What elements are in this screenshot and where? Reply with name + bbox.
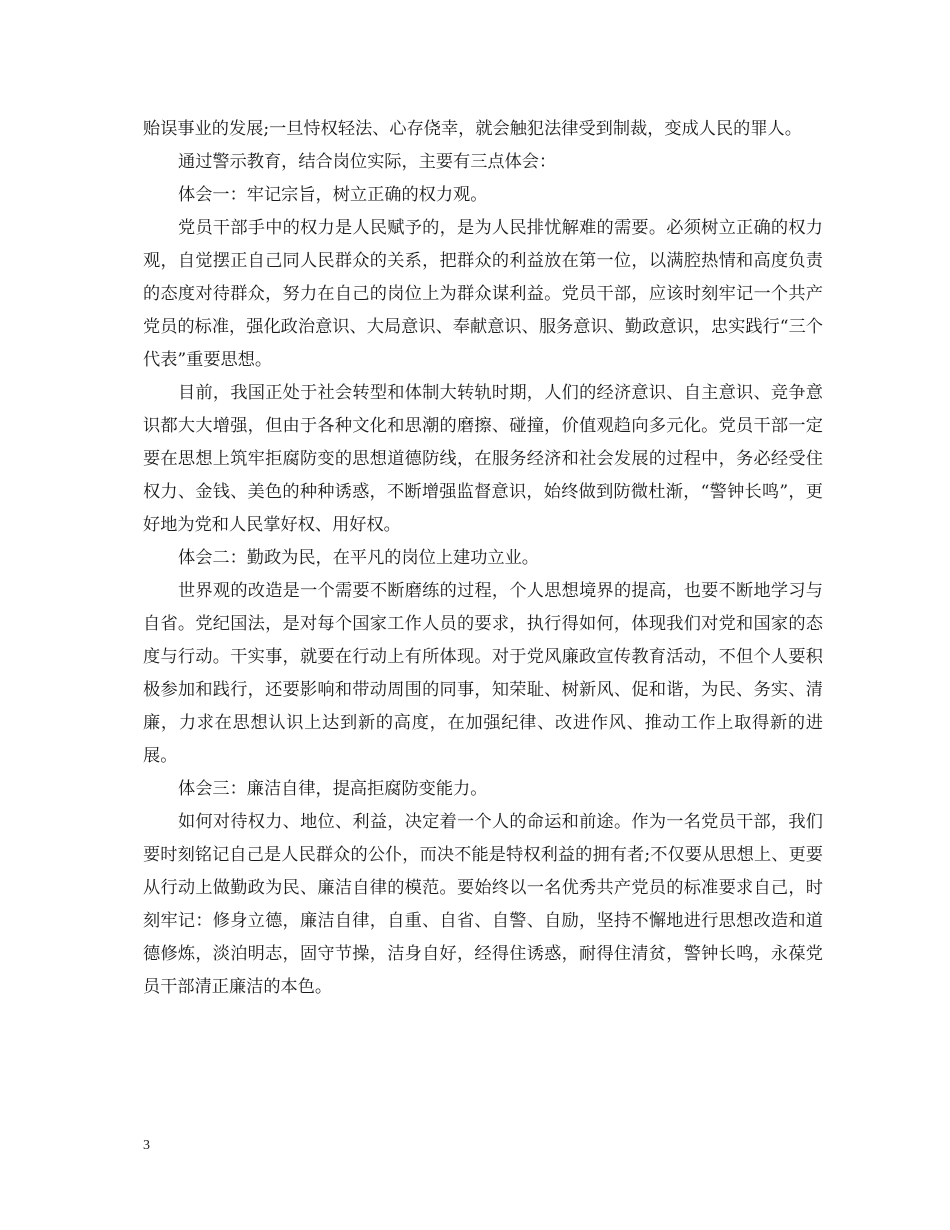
section-heading-2: 体会二：勤政为民，在平凡的岗位上建功立业。 xyxy=(178,548,539,568)
paragraph-1: 通过警示教育，结合岗位实际，主要有三点体会： xyxy=(178,152,557,172)
document-body xyxy=(143,113,823,1004)
section-heading-3: 体会三：廉洁自律，提高拒腐防变能力。 xyxy=(178,779,488,799)
paragraph-0: 贻误事业的发展;一旦恃权轻法、心存侥幸，就会触犯法律受到制裁，变成人民的罪人。 xyxy=(143,119,802,139)
paragraph-6: 世界观的改造是一个需要不断磨练的过程，个人思想境界的提高，也要不断地学习与自省。党纪国法，是对每个国家工作人员的要求，执行得如何，体现我们对党和国家的态度与行动。干实事，就要在行动上有所体现。对于党风廉政宣传教育活动，不但个人要积极参加和践行，还要影响和带动周围的同事，知荣耻、树新风、促和谐，为民、务实、清廉，力求在思想认识上达到新的高度，在加强纪律、改进作风、推动工作上取得新的进展。 xyxy=(143,581,823,766)
paragraph-4: 目前，我国正处于社会转型和体制大转轨时期，人们的经济意识、自主意识、竞争意识都大大增强，但由于各种文化和思潮的磨擦、碰撞，价值观趋向多元化。党员干部一定要在思想上筑牢拒腐防变的思想道德防线，在服务经济和社会发展的过程中，务必经受住权力、金钱、美色的种种诱惑，不断增强监督意识，始终做到防微杜渐，“警钟长鸣”，更好地为党和人民掌好权、用好权。 xyxy=(143,383,823,535)
paragraph-8: 如何对待权力、地位、利益，决定着一个人的命运和前途。作为一名党员干部，我们要时刻铭记自己是人民群众的公仆，而决不能是特权利益的拥有者;不仅要从思想上、更要从行动上做勤政为民、廉洁自律的模范。要始终以一名优秀共产党员的标准要求自己，时刻牢记：修身立德，廉洁自律，自重、自省、自警、自励，坚持不懈地进行思想改造和道德修炼，淡泊明志，固守节操，洁身自好，经得住诱惑，耐得住清贫，警钟长鸣，永葆党员干部清正廉洁的本色。 xyxy=(143,812,823,997)
section-heading-1: 体会一：牢记宗旨，树立正确的权力观。 xyxy=(178,185,488,205)
page-number: 3 xyxy=(143,1138,150,1153)
paragraph-3: 党员干部手中的权力是人民赋予的，是为人民排忧解难的需要。必须树立正确的权力观，自觉摆正自己同人民群众的关系，把群众的利益放在第一位，以满腔热情和高度负责的态度对待群众，努力在自己的岗位上为群众谋利益。党员干部，应该时刻牢记一个共产党员的标准，强化政治意识、大局意识、奉献意识、服务意识、勤政意识，忠实践行“三个代表”重要思想。 xyxy=(143,218,823,370)
